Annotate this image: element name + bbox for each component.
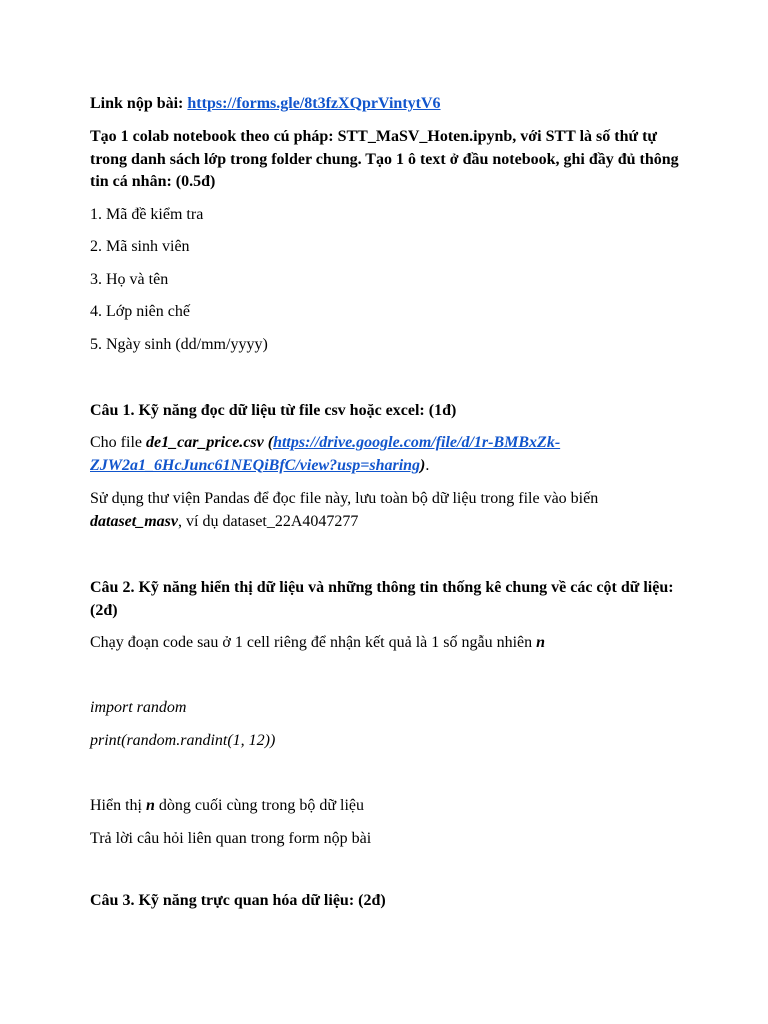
q3-heading: Câu 3. Kỹ năng trực quan hóa dữ liệu: (2đ): [90, 892, 386, 909]
q2-answer-line: Trả lời câu hỏi liên quan trong form nộp bài: [90, 830, 372, 847]
q1-heading: Câu 1. Kỹ năng đọc dữ liệu từ file csv hoặc excel: (1đ): [90, 402, 457, 419]
q2-show-prefix: Hiển thị: [90, 797, 146, 814]
intro-item-3: 3. Họ và tên: [90, 271, 169, 288]
q1-file-paragraph: [90, 432, 650, 477]
intro-item-1: 1. Mã đề kiểm tra: [90, 206, 204, 223]
q1-file-name: de1_car_price.csv: [146, 434, 264, 451]
submission-label: Link nộp bài:: [90, 95, 188, 112]
q2-run-text: Chạy đoạn code sau ở 1 cell riêng để nhận kết quả là 1 số ngẫu nhiên: [90, 634, 537, 651]
q1-period: .: [425, 456, 430, 474]
q2-show-suffix: dòng cuối cùng trong bộ dữ liệu: [154, 797, 364, 814]
q2-code-line-1: import random: [90, 699, 187, 716]
submission-link[interactable]: https://forms.gle/8t3fzXQprVintytV6: [187, 95, 441, 112]
q1-instruction: Sử dụng thư viện Pandas để đọc file này, lưu toàn bộ dữ liệu trong file vào biến: [90, 490, 599, 507]
submission-line: [90, 93, 441, 115]
q1-file-prefix: Cho file: [90, 434, 146, 451]
q1-paren-close: ): [420, 456, 426, 474]
q2-run-line: [90, 632, 545, 654]
q1-example: , ví dụ dataset_22A4047277: [178, 512, 359, 530]
intro-item-4: 4. Lớp niên chế: [90, 303, 190, 320]
q2-heading: Câu 2. Kỹ năng hiển thị dữ liệu và những thông tin thống kê chung về các cột dữ liệu: (2đ): [90, 579, 674, 619]
q1-variable: dataset_masv: [90, 512, 178, 530]
q1-file-link[interactable]: https://drive.google.com/file/d/1r-BMBxZk-ZJW2a1_6HcJunc61NEQiBfC/view?usp=sharing: [90, 434, 561, 474]
q2-code-line-2: print(random.randint(1, 12)): [90, 732, 276, 749]
q1-paren-open: (: [263, 434, 274, 451]
intro-paragraph: Tạo 1 colab notebook theo cú pháp: STT_MaSV_Hoten.ipynb, với STT là số thứ tự trong danh sách lớp trong folder chung. Tạo 1 ô text ở đầu notebook, ghi đầy đủ thông tin cá nhân: (0.5đ): [90, 128, 679, 190]
intro-item-5: 5. Ngày sinh (dd/mm/yyyy): [90, 336, 268, 353]
intro-item-2: 2. Mã sinh viên: [90, 238, 190, 255]
q2-show-line: [90, 795, 364, 817]
q2-n-variable: n: [536, 634, 546, 651]
q1-instruction-paragraph: [90, 488, 680, 533]
q2-n-variable-2: n: [146, 797, 155, 814]
